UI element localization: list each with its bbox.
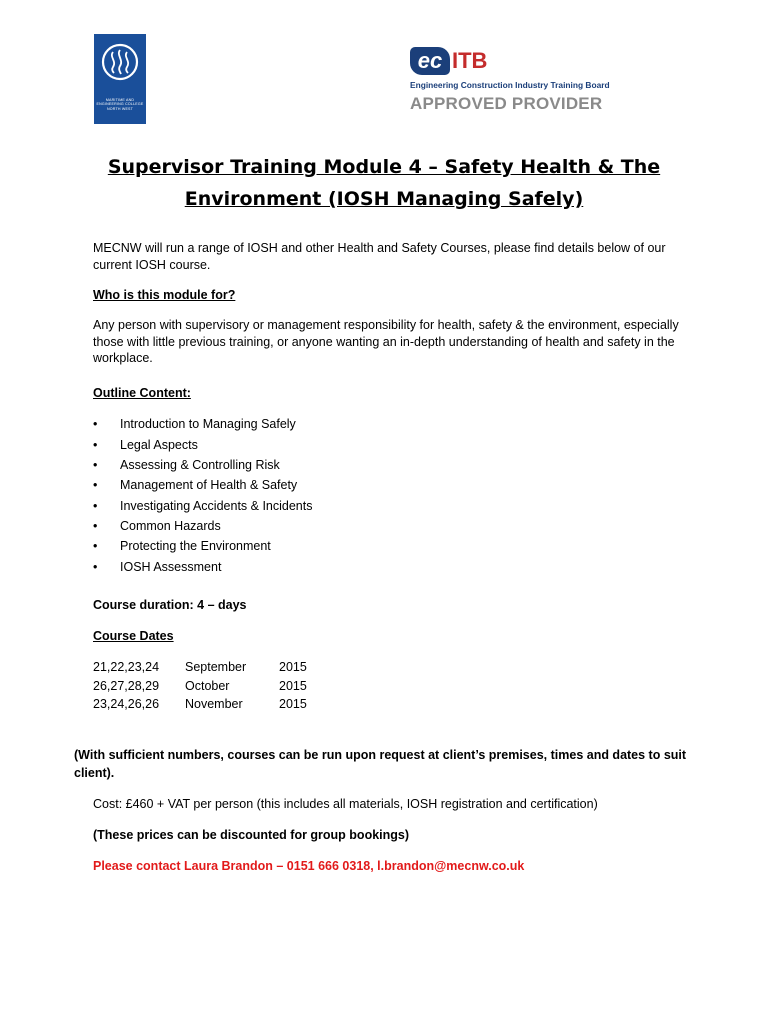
premises-note: (With sufficient numbers, courses can be run upon request at client’s premises, times and dates to suit client). [74, 748, 687, 780]
page-title: Supervisor Training Module 4 – Safety Health & The Environment (IOSH Managing Safely) [107, 156, 661, 210]
discount-note: (These prices can be discounted for group bookings) [93, 828, 410, 842]
ecitb-ec-mark: ec [410, 47, 450, 75]
mecnw-logo [94, 34, 146, 124]
waves-emblem-icon [100, 42, 140, 82]
outline-heading: Outline Content: [93, 386, 191, 400]
intro-text: MECNW will run a range of IOSH and other Health and Safety Courses, please find details below of our current IOSH course. [93, 241, 666, 272]
contact-text: Please contact Laura Brandon – 0151 666 0318, l.brandon@mecnw.co.uk [93, 859, 525, 873]
approved-provider-label: APPROVED PROVIDER [410, 94, 603, 113]
who-heading: Who is this module for? [93, 288, 236, 302]
ecitb-logo [410, 44, 610, 116]
course-duration: Course duration: 4 – days [93, 598, 247, 612]
ecitb-itb-mark: ITB [452, 48, 488, 73]
flyer-page: MARITIME AND ENGINEERING COLLEGE NORTH WEST ec ITB Engineering Construction Industry Training Board APPROVED PROVIDER Supervisor Training Module 4 – Safety Health & The Environment (IOSH Managing Safely) MECNW will run a range of IOSH and other Health and Safety Courses, please find details below of our current IOSH course. Who is this module for? Any person with supervisory or management responsibility for health, safety & the environment, especially those with little previous training, or anyone wanting an in-depth understanding of health and safety in the workplace. Outline Content: • Introduction to Managing Safely • Legal Aspects • Assessing & Controlling Risk • Management of Health & Safety • Investigating Accidents & Incidents • Common Hazards • Protecting the Environment • IOSH Assessment Course duration: 4 – days Course Dates 21,22,23,24 September 2015 26,27,28,29 October 2015 23,24,26,26 November 2015 (With sufficient numbers, courses can be run upon request at client’s premises, times and dates to suit client). Cost: £460 + VAT per person (this includes all materials, IOSH registration and certification) (These prices can be discounted for group bookings) Please contact Laura Brandon – 0151 666 0318, l.brandon@mecnw.co.uk [0, 0, 768, 1024]
mecnw-logo-caption: MARITIME AND ENGINEERING COLLEGE NORTH WEST [96, 98, 144, 111]
ecitb-subtitle: Engineering Construction Industry Training Board [410, 80, 610, 90]
course-dates-heading: Course Dates [93, 629, 174, 643]
cost-text: Cost: £460 + VAT per person (this includes all materials, IOSH registration and certification) [93, 797, 598, 811]
who-text: Any person with supervisory or management responsibility for health, safety & the environment, especially those with little previous training, or anyone wanting an in-depth understanding of health and safety in the workplace. [93, 318, 679, 365]
